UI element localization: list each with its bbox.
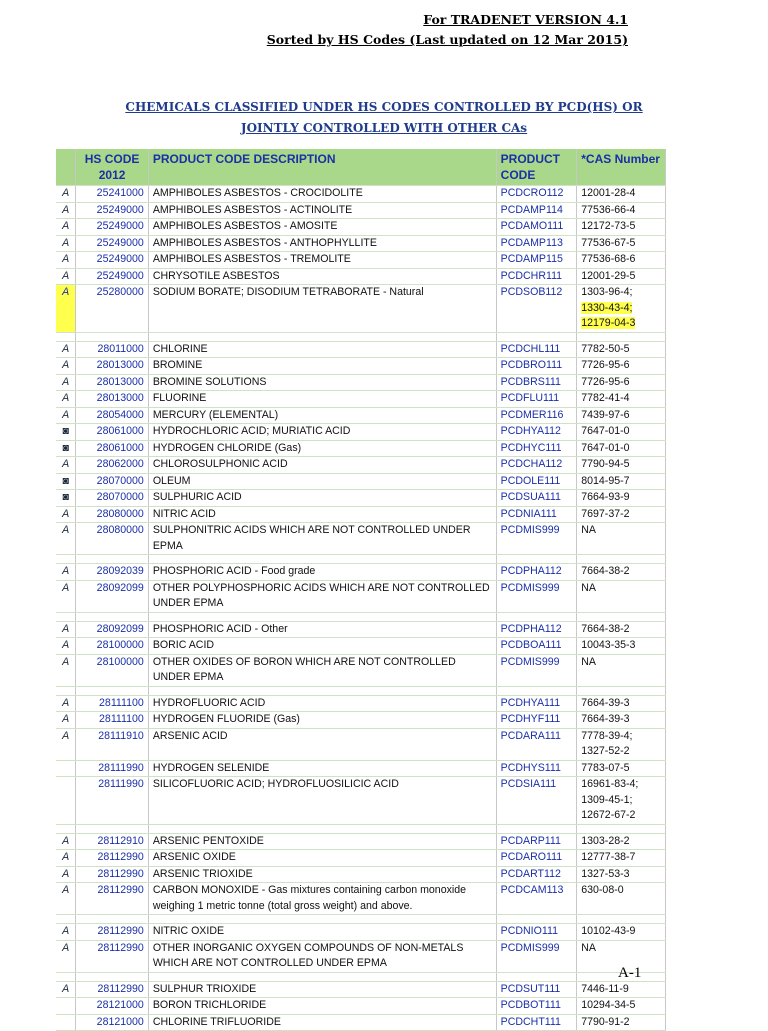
hs-code-cell: 25249000 xyxy=(76,252,148,269)
table-row xyxy=(56,440,666,457)
row-flag: A xyxy=(56,728,76,760)
spacer-cell xyxy=(496,332,577,341)
table-row xyxy=(56,523,666,555)
spacer-cell xyxy=(577,915,666,924)
product-code-cell: PCDHYC111 xyxy=(496,440,577,457)
product-code-cell: PCDCHT111 xyxy=(496,1014,577,1031)
row-flag: A xyxy=(56,523,76,555)
table-row xyxy=(56,506,666,523)
hs-code-cell: 28092099 xyxy=(76,580,148,612)
table-spacer-row xyxy=(56,972,666,981)
spacer-cell xyxy=(56,686,76,695)
spacer-cell xyxy=(577,332,666,341)
hs-code-cell: 28111990 xyxy=(76,760,148,777)
table-row xyxy=(56,391,666,408)
cas-number-cell: 1327-53-3 xyxy=(577,866,666,883)
product-code-cell: PCDMER116 xyxy=(496,407,577,424)
cas-number-cell: 7697-37-2 xyxy=(577,506,666,523)
spacer-cell xyxy=(56,972,76,981)
cas-number-cell xyxy=(577,285,666,333)
spacer-cell xyxy=(148,824,496,833)
row-flag xyxy=(56,998,76,1015)
spacer-cell xyxy=(148,686,496,695)
description-cell: OTHER OXIDES OF BORON WHICH ARE NOT CONTROLLED UNDER EPMA xyxy=(148,654,496,686)
description-cell: BROMINE SOLUTIONS xyxy=(148,374,496,391)
product-code-cell: PCDCHL111 xyxy=(496,341,577,358)
product-code-cell: PCDCHA112 xyxy=(496,457,577,474)
description-cell: NITRIC ACID xyxy=(148,506,496,523)
table-row xyxy=(56,940,666,972)
cas-number-cell: 7647-01-0 xyxy=(577,424,666,441)
description-cell: CHRYSOTILE ASBESTOS xyxy=(148,268,496,285)
table-row xyxy=(56,998,666,1015)
hs-code-cell: 28011000 xyxy=(76,341,148,358)
table-row xyxy=(56,407,666,424)
description-cell: CHLORINE xyxy=(148,341,496,358)
row-flag xyxy=(56,760,76,777)
hs-code-cell: 28100000 xyxy=(76,654,148,686)
product-code-cell: PCDBRS111 xyxy=(496,374,577,391)
spacer-cell xyxy=(496,612,577,621)
hs-code-cell: 28092039 xyxy=(76,564,148,581)
row-flag: A xyxy=(56,506,76,523)
document-header xyxy=(267,10,628,50)
hs-code-cell: 28013000 xyxy=(76,374,148,391)
table-spacer-row xyxy=(56,332,666,341)
table-row xyxy=(56,1014,666,1031)
row-flag: A xyxy=(56,695,76,712)
title-line-1: CHEMICALS CLASSIFIED UNDER HS CODES CONTROLLED BY PCD(HS) OR xyxy=(125,100,643,114)
spacer-cell xyxy=(577,612,666,621)
cas-number-cell: 7664-93-9 xyxy=(577,490,666,507)
row-flag: A xyxy=(56,850,76,867)
description-cell: HYDROGEN SELENIDE xyxy=(148,760,496,777)
product-code-cell: PCDSUT111 xyxy=(496,981,577,998)
product-code-cell: PCDSIA111 xyxy=(496,777,577,825)
hs-code-cell: 28092099 xyxy=(76,621,148,638)
product-code-cell: PCDAMO111 xyxy=(496,219,577,236)
cas-number-cell: 10102-43-9 xyxy=(577,924,666,941)
hs-code-cell: 25249000 xyxy=(76,235,148,252)
cas-number-cell: NA xyxy=(577,580,666,612)
table-row xyxy=(56,883,666,915)
table-spacer-row xyxy=(56,612,666,621)
spacer-cell xyxy=(496,972,577,981)
hs-code-cell: 28061000 xyxy=(76,440,148,457)
hs-code-cell: 28112910 xyxy=(76,833,148,850)
hs-code-cell: 28054000 xyxy=(76,407,148,424)
cas-number-cell: 77536-67-5 xyxy=(577,235,666,252)
title-line-2: JOINTLY CONTROLLED WITH OTHER CAs xyxy=(240,121,528,135)
cas-highlighted-part: 1330-43-4; xyxy=(581,301,633,314)
row-flag: A xyxy=(56,202,76,219)
table-row xyxy=(56,252,666,269)
table-row xyxy=(56,473,666,490)
cas-part: 1303-96-4; xyxy=(581,286,633,298)
description-cell: HYDROGEN CHLORIDE (Gas) xyxy=(148,440,496,457)
spacer-cell xyxy=(148,555,496,564)
chemicals-table xyxy=(56,149,666,1031)
cas-number-cell: 1303-28-2 xyxy=(577,833,666,850)
hs-code-cell: 28112990 xyxy=(76,866,148,883)
spacer-cell xyxy=(148,915,496,924)
product-code-cell: PCDHYA112 xyxy=(496,424,577,441)
spacer-cell xyxy=(56,612,76,621)
header-description: PRODUCT CODE DESCRIPTION xyxy=(148,149,496,186)
cas-number-cell: 7726-95-6 xyxy=(577,374,666,391)
hs-code-cell: 28061000 xyxy=(76,424,148,441)
cas-number-cell: NA xyxy=(577,940,666,972)
product-code-cell: PCDARO111 xyxy=(496,850,577,867)
description-cell: NITRIC OXIDE xyxy=(148,924,496,941)
table-row xyxy=(56,457,666,474)
description-cell: AMPHIBOLES ASBESTOS - CROCIDOLITE xyxy=(148,186,496,203)
description-cell: PHOSPHORIC ACID - Other xyxy=(148,621,496,638)
product-code-cell: PCDOLE111 xyxy=(496,473,577,490)
hs-code-cell: 25249000 xyxy=(76,268,148,285)
product-code-cell: PCDPHA112 xyxy=(496,564,577,581)
table-row xyxy=(56,341,666,358)
product-code-cell: PCDMIS999 xyxy=(496,580,577,612)
description-cell: AMPHIBOLES ASBESTOS - TREMOLITE xyxy=(148,252,496,269)
spacer-cell xyxy=(496,686,577,695)
table-row xyxy=(56,564,666,581)
header-hs-line2: 2012 xyxy=(98,168,126,182)
description-cell: CARBON MONOXIDE - Gas mixtures containing carbon monoxide weighing 1 metric tonne (total gross weight) and above. xyxy=(148,883,496,915)
header-code-line1: PRODUCT xyxy=(500,152,560,166)
cas-number-cell: 630-08-0 xyxy=(577,883,666,915)
table-row xyxy=(56,235,666,252)
description-cell: CHLOROSULPHONIC ACID xyxy=(148,457,496,474)
product-code-cell: PCDSOB112 xyxy=(496,285,577,333)
cas-number-cell: 77536-68-6 xyxy=(577,252,666,269)
table-row xyxy=(56,695,666,712)
spacer-cell xyxy=(148,332,496,341)
cas-number-cell: NA xyxy=(577,523,666,555)
spacer-cell xyxy=(76,612,148,621)
row-flag: A xyxy=(56,621,76,638)
header-hs-code xyxy=(76,149,148,186)
row-flag: A xyxy=(56,341,76,358)
description-cell: ARSENIC OXIDE xyxy=(148,850,496,867)
description-cell: BORIC ACID xyxy=(148,638,496,655)
spacer-cell xyxy=(148,972,496,981)
row-flag: A xyxy=(56,866,76,883)
spacer-cell xyxy=(577,686,666,695)
table-spacer-row xyxy=(56,915,666,924)
cas-number-cell: 77536-66-4 xyxy=(577,202,666,219)
spacer-cell xyxy=(56,555,76,564)
table-row xyxy=(56,924,666,941)
product-code-cell: PCDCHR111 xyxy=(496,268,577,285)
hs-code-cell: 28112990 xyxy=(76,981,148,998)
product-code-cell: PCDMIS999 xyxy=(496,654,577,686)
cas-number-cell: 16961-83-4; 1309-45-1; 12672-67-2 xyxy=(577,777,666,825)
cas-number-cell: 7664-39-3 xyxy=(577,695,666,712)
row-flag: A xyxy=(56,883,76,915)
cas-number-cell: 7778-39-4; 1327-52-2 xyxy=(577,728,666,760)
description-cell: FLUORINE xyxy=(148,391,496,408)
cas-number-cell: 8014-95-7 xyxy=(577,473,666,490)
product-code-cell: PCDFLU111 xyxy=(496,391,577,408)
table-row xyxy=(56,374,666,391)
cas-number-cell: 12777-38-7 xyxy=(577,850,666,867)
spacer-cell xyxy=(76,332,148,341)
row-flag: A xyxy=(56,580,76,612)
spacer-cell xyxy=(56,824,76,833)
spacer-cell xyxy=(76,915,148,924)
table-row xyxy=(56,654,666,686)
hs-code-cell: 28100000 xyxy=(76,638,148,655)
description-cell: PHOSPHORIC ACID - Food grade xyxy=(148,564,496,581)
page-number: A-1 xyxy=(618,965,642,981)
row-flag: ◙ xyxy=(56,424,76,441)
cas-number-cell: NA xyxy=(577,654,666,686)
row-flag: A xyxy=(56,268,76,285)
description-cell: ARSENIC TRIOXIDE xyxy=(148,866,496,883)
description-cell: OTHER POLYPHOSPHORIC ACIDS WHICH ARE NOT CONTROLLED UNDER EPMA xyxy=(148,580,496,612)
cas-number-cell: 7782-41-4 xyxy=(577,391,666,408)
cas-number-cell: 7790-91-2 xyxy=(577,1014,666,1031)
table-row xyxy=(56,777,666,825)
cas-number-cell: 7446-11-9 xyxy=(577,981,666,998)
description-cell: HYDROFLUORIC ACID xyxy=(148,695,496,712)
description-cell: BROMINE xyxy=(148,358,496,375)
table-spacer-row xyxy=(56,555,666,564)
description-cell: OLEUM xyxy=(148,473,496,490)
row-flag: A xyxy=(56,358,76,375)
product-code-cell: PCDARA111 xyxy=(496,728,577,760)
description-cell: MERCURY (ELEMENTAL) xyxy=(148,407,496,424)
table-spacer-row xyxy=(56,824,666,833)
row-flag: ◙ xyxy=(56,440,76,457)
cas-number-cell: 7783-07-5 xyxy=(577,760,666,777)
cas-number-cell: 7726-95-6 xyxy=(577,358,666,375)
spacer-cell xyxy=(56,915,76,924)
cas-highlighted-part: 12179-04-3 xyxy=(581,317,636,329)
description-cell: SODIUM BORATE; DISODIUM TETRABORATE - Natural xyxy=(148,285,496,333)
header-flag-cell xyxy=(56,149,76,186)
row-flag: ◙ xyxy=(56,490,76,507)
row-flag: A xyxy=(56,235,76,252)
row-flag: A xyxy=(56,374,76,391)
cas-number-cell: 7664-39-3 xyxy=(577,712,666,729)
cas-number-cell: 10294-34-5 xyxy=(577,998,666,1015)
table-row xyxy=(56,981,666,998)
description-cell: SULPHUR TRIOXIDE xyxy=(148,981,496,998)
table-row xyxy=(56,833,666,850)
description-cell: OTHER INORGANIC OXYGEN COMPOUNDS OF NON-METALS WHICH ARE NOT CONTROLLED UNDER EPMA xyxy=(148,940,496,972)
cas-number-cell: 7647-01-0 xyxy=(577,440,666,457)
table-spacer-row xyxy=(56,686,666,695)
row-flag: A xyxy=(56,219,76,236)
hs-code-cell: 25249000 xyxy=(76,219,148,236)
hs-code-cell: 28111910 xyxy=(76,728,148,760)
description-cell: HYDROCHLORIC ACID; MURIATIC ACID xyxy=(148,424,496,441)
table-row xyxy=(56,621,666,638)
description-cell: CHLORINE TRIFLUORIDE xyxy=(148,1014,496,1031)
product-code-cell: PCDARP111 xyxy=(496,833,577,850)
row-flag: A xyxy=(56,981,76,998)
row-flag: A xyxy=(56,186,76,203)
row-flag xyxy=(56,777,76,825)
spacer-cell xyxy=(76,824,148,833)
cas-number-cell: 12172-73-5 xyxy=(577,219,666,236)
description-cell: ARSENIC PENTOXIDE xyxy=(148,833,496,850)
table-row xyxy=(56,490,666,507)
table-header-row xyxy=(56,149,666,186)
description-cell: HYDROGEN FLUORIDE (Gas) xyxy=(148,712,496,729)
table-row xyxy=(56,728,666,760)
product-code-cell: PCDSUA111 xyxy=(496,490,577,507)
table-row xyxy=(56,202,666,219)
spacer-cell xyxy=(496,824,577,833)
row-flag: A xyxy=(56,833,76,850)
description-cell: SILICOFLUORIC ACID; HYDROFLUOSILICIC ACID xyxy=(148,777,496,825)
spacer-cell xyxy=(148,612,496,621)
product-code-cell: PCDPHA112 xyxy=(496,621,577,638)
product-code-cell: PCDBRO111 xyxy=(496,358,577,375)
header-hs-line1: HS CODE xyxy=(84,152,140,166)
hs-code-cell: 28112990 xyxy=(76,924,148,941)
description-cell: BORON TRICHLORIDE xyxy=(148,998,496,1015)
product-code-cell: PCDHYS111 xyxy=(496,760,577,777)
description-cell: SULPHONITRIC ACIDS WHICH ARE NOT CONTROLLED UNDER EPMA xyxy=(148,523,496,555)
cas-number-cell: 7664-38-2 xyxy=(577,564,666,581)
table-row xyxy=(56,866,666,883)
hs-code-cell: 28112990 xyxy=(76,883,148,915)
cas-number-cell: 7664-38-2 xyxy=(577,621,666,638)
row-flag: A xyxy=(56,712,76,729)
product-code-cell: PCDBOT111 xyxy=(496,998,577,1015)
hs-code-cell: 28112990 xyxy=(76,850,148,867)
row-flag: A xyxy=(56,285,76,333)
table-row xyxy=(56,424,666,441)
header-product-code xyxy=(496,149,577,186)
hs-code-cell: 28080000 xyxy=(76,523,148,555)
table-row xyxy=(56,219,666,236)
product-code-cell: PCDHYA111 xyxy=(496,695,577,712)
cas-number-cell: 7790-94-5 xyxy=(577,457,666,474)
hs-code-cell: 28080000 xyxy=(76,506,148,523)
hs-code-cell: 28111100 xyxy=(76,712,148,729)
product-code-cell: PCDNIA111 xyxy=(496,506,577,523)
cas-number-cell: 7439-97-6 xyxy=(577,407,666,424)
hs-code-cell: 28070000 xyxy=(76,473,148,490)
product-code-cell: PCDAMP113 xyxy=(496,235,577,252)
product-code-cell: PCDMIS999 xyxy=(496,940,577,972)
table-row xyxy=(56,285,666,333)
row-flag: A xyxy=(56,638,76,655)
row-flag: ◙ xyxy=(56,473,76,490)
row-flag: A xyxy=(56,654,76,686)
spacer-cell xyxy=(496,555,577,564)
spacer-cell xyxy=(577,824,666,833)
row-flag: A xyxy=(56,457,76,474)
table-row xyxy=(56,760,666,777)
header-code-line2: CODE xyxy=(500,168,536,182)
header-version-line: For TRADENET VERSION 4.1 xyxy=(423,12,628,27)
product-code-cell: PCDBOA111 xyxy=(496,638,577,655)
product-code-cell: PCDMIS999 xyxy=(496,523,577,555)
row-flag: A xyxy=(56,564,76,581)
spacer-cell xyxy=(76,555,148,564)
hs-code-cell: 28013000 xyxy=(76,391,148,408)
row-flag: A xyxy=(56,252,76,269)
table-row xyxy=(56,850,666,867)
product-code-cell: PCDHYF111 xyxy=(496,712,577,729)
spacer-cell xyxy=(76,686,148,695)
hs-code-cell: 25280000 xyxy=(76,285,148,333)
cas-number-cell: 7782-50-5 xyxy=(577,341,666,358)
description-cell: AMPHIBOLES ASBESTOS - ANTHOPHYLLITE xyxy=(148,235,496,252)
hs-code-cell: 28111100 xyxy=(76,695,148,712)
product-code-cell: PCDCAM113 xyxy=(496,883,577,915)
spacer-cell xyxy=(496,915,577,924)
product-code-cell: PCDAMP114 xyxy=(496,202,577,219)
document-title xyxy=(0,97,768,139)
description-cell: ARSENIC ACID xyxy=(148,728,496,760)
spacer-cell xyxy=(577,555,666,564)
table-row xyxy=(56,712,666,729)
spacer-cell xyxy=(56,332,76,341)
hs-code-cell: 28013000 xyxy=(76,358,148,375)
header-updated-line: Sorted by HS Codes (Last updated on 12 Mar 2015) xyxy=(266,32,628,47)
hs-code-cell: 28062000 xyxy=(76,457,148,474)
row-flag: A xyxy=(56,940,76,972)
table-row xyxy=(56,186,666,203)
row-flag xyxy=(56,1014,76,1031)
hs-code-cell: 28121000 xyxy=(76,1014,148,1031)
hs-code-cell: 28070000 xyxy=(76,490,148,507)
product-code-cell: PCDCRO112 xyxy=(496,186,577,203)
hs-code-cell: 28111990 xyxy=(76,777,148,825)
spacer-cell xyxy=(76,972,148,981)
table-row xyxy=(56,358,666,375)
product-code-cell: PCDART112 xyxy=(496,866,577,883)
hs-code-cell: 28112990 xyxy=(76,940,148,972)
cas-number-cell: 10043-35-3 xyxy=(577,638,666,655)
description-cell: AMPHIBOLES ASBESTOS - ACTINOLITE xyxy=(148,202,496,219)
hs-code-cell: 28121000 xyxy=(76,998,148,1015)
header-cas-number: *CAS Number xyxy=(577,149,666,186)
hs-code-cell: 25249000 xyxy=(76,202,148,219)
product-code-cell: PCDNIO111 xyxy=(496,924,577,941)
description-cell: AMPHIBOLES ASBESTOS - AMOSITE xyxy=(148,219,496,236)
description-cell: SULPHURIC ACID xyxy=(148,490,496,507)
table-row xyxy=(56,638,666,655)
row-flag: A xyxy=(56,391,76,408)
cas-number-cell: 12001-29-5 xyxy=(577,268,666,285)
table-row xyxy=(56,580,666,612)
product-code-cell: PCDAMP115 xyxy=(496,252,577,269)
row-flag: A xyxy=(56,924,76,941)
hs-code-cell: 25241000 xyxy=(76,186,148,203)
table-row xyxy=(56,268,666,285)
cas-number-cell: 12001-28-4 xyxy=(577,186,666,203)
row-flag: A xyxy=(56,407,76,424)
